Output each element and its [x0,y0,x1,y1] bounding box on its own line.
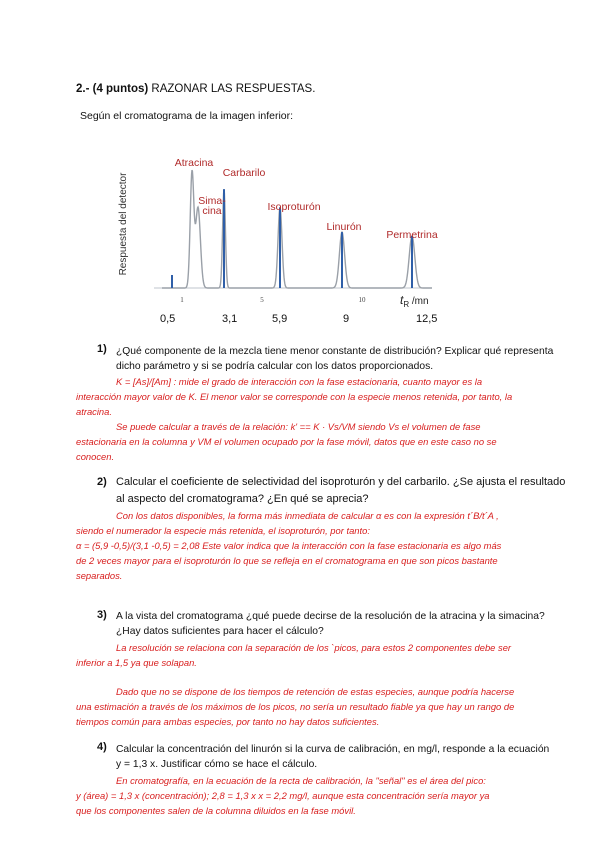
question-number: 1) [97,343,107,355]
peak-label: Linurón [326,221,362,233]
answer-text: estacionaria en la columna y VM el volumen ocupado por la fase móvil, datos que en este caso no se [76,436,497,447]
rt-value: 5,9 [272,313,288,325]
chromatogram [110,152,460,332]
question-number: 4) [97,741,107,753]
peak-label: Permetrina [386,229,438,241]
answer-text: En cromatografía, en la ecuación de la recta de calibración, la "señal" es el área del pico: [116,775,486,786]
question-text: ¿Hay datos suficientes para hacer el cálculo? [116,626,324,637]
question-text: al aspecto del cromatograma? ¿En qué se aprecia? [116,493,369,505]
question-text: Calcular el coeficiente de selectividad del isoproturón y del carbarilo. ¿Se ajusta el resultado [116,476,566,488]
x-tick-label: 1 [180,296,184,304]
rt-value: 3,1 [222,313,238,325]
answer-text: Con los datos disponibles, la forma más inmediata de calcular α es con la expresión t´B/t´A , [116,510,499,521]
answer-text: tiempos común para ambas especies, por tanto no hay datos suficientes. [76,716,380,727]
answer-text: de 2 veces mayor para el isoproturón lo que se refleja en el cromatograma en que son picos bastante [76,555,498,566]
question-text: A la vista del cromatograma ¿qué puede decirse de la resolución de la atracina y la simacina? [116,611,545,622]
peak-label: Isoproturón [267,201,321,213]
x-tick-label: 5 [260,296,264,304]
x-axis-label: $t_R$ $^{/mn}$ [400,293,429,309]
question-text: dicho parámetro y si se podría calcular con los datos proporcionados. [116,361,434,372]
answer-text: y (área) = 1,3 x (concentración); 2,8 = 1,3 x x = 2,2 mg/l, aunque esta concentración sería mayor ya [76,790,490,801]
answer-text: α = (5,9 -0,5)/(3,1 -0,5) = 2,08 Este valor indica que la interacción con la fase estacionaria es algo más [76,540,502,551]
answer-text: atracina. [76,406,112,417]
peak-label: Carbarilo [222,167,266,179]
peak-label: Sima- [198,195,226,207]
answer-text: que los componentes salen de la columna diluidos en la fase móvil. [76,805,356,816]
x-tick-label: 10 [358,296,366,304]
y-axis-label: Respuesta del detector [118,172,129,276]
rt-value: 0,5 [160,313,176,325]
question-number: 3) [97,609,107,621]
question-text: y = 1,3 x. Justificar cómo se hace el cálculo. [116,759,318,770]
rt-value: 9 [343,313,350,325]
answer-text: interacción mayor valor de K. El menor valor se corresponde con la especie menos retenida, por tanto, la [76,391,513,402]
section-heading [76,83,315,95]
section-heading-title: RAZONAR LAS RESPUESTAS. [148,83,316,95]
rt-value: 12,5 [416,313,438,325]
section-heading-points: 2.- (4 puntos) [76,83,149,95]
answer-text: conocen. [76,451,115,462]
intro-text: Según el cromatograma de la imagen inferior: [80,110,294,122]
answer-text: siendo el numerador la especie más retenida, el isoproturón, por tanto: [76,525,370,536]
answer-text: K = [As]/[Am] : mide el grado de interacción con la fase estacionaria, cuanto mayor es la [116,376,483,387]
answer-text: separados. [76,570,123,581]
answer-text: Dado que no se dispone de los tiempos de retención de estas especies, aunque podría hacerse [116,686,515,697]
question-text: ¿Qué componente de la mezcla tiene menor constante de distribución? Explicar qué representa [116,346,554,357]
question-number: 2) [97,476,107,488]
chromatogram-svg [110,152,460,332]
answer-text: inferior a 1,5 ya que solapan. [76,657,197,668]
answer-text: Se puede calcular a través de la relación: k' == K · Vs/VM siendo Vs el volumen de fase [116,421,481,432]
question-text: Calcular la concentración del linurón si la curva de calibración, en mg/l, responde a la ecuación [116,744,550,755]
answer-text: una estimación a través de los máximos de los picos, no sería un resultado fiable ya que hay un rango de [76,701,515,712]
peak-label: Atracina [174,157,214,169]
peak-label: cina [202,205,222,217]
answer-text: La resolución se relaciona con la separación de los `picos, para estos 2 componentes debe ser [116,642,512,653]
